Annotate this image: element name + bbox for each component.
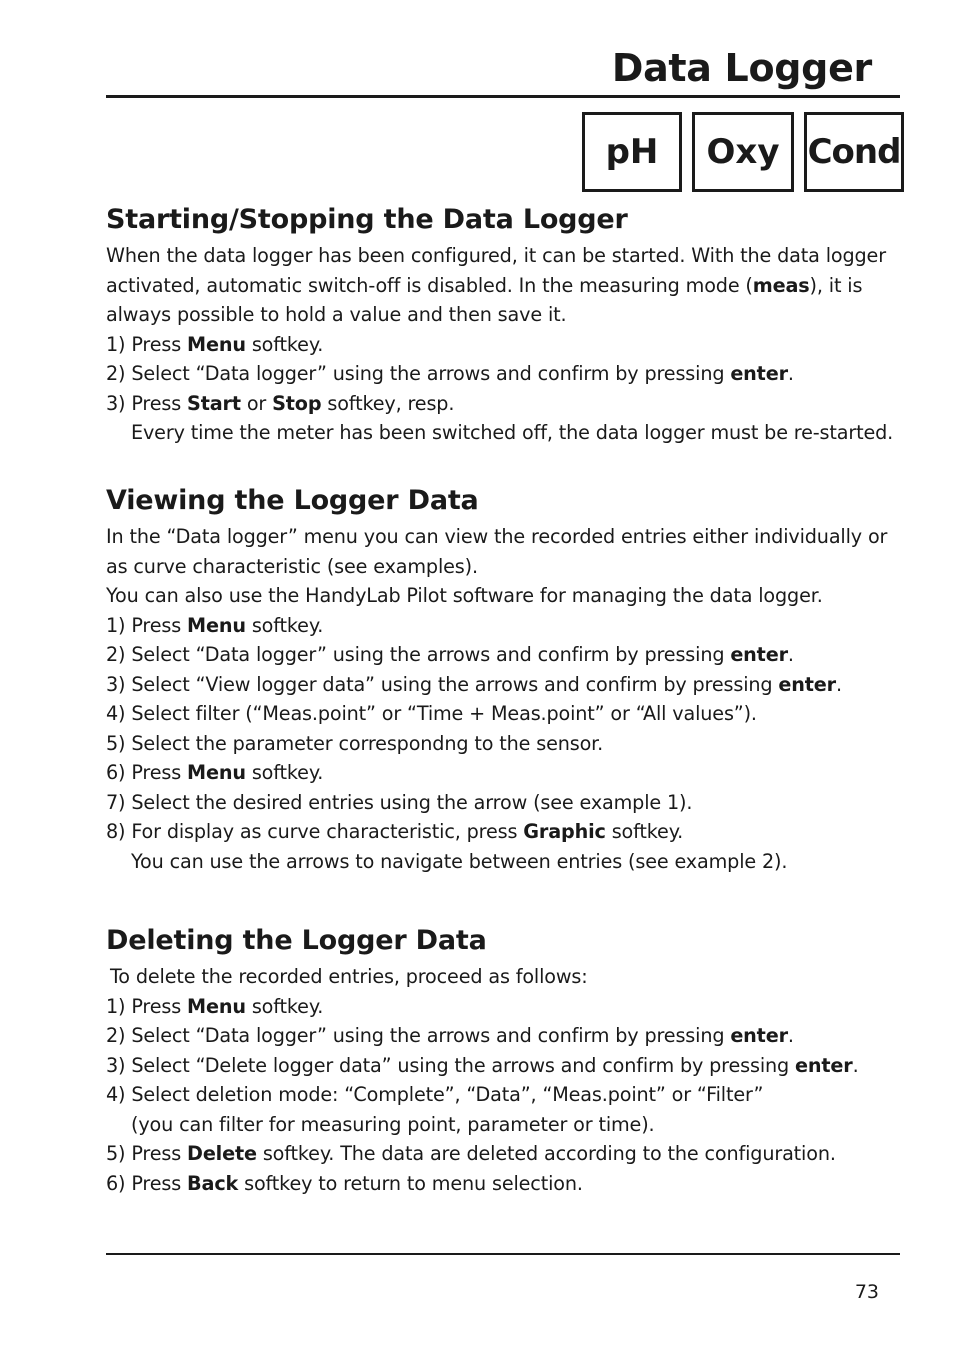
list-item: 3) Select “View logger data” using the arrows and confirm by pressing enter. — [106, 672, 842, 696]
list-item: 5) Select the parameter correspondng to the sensor. — [106, 731, 604, 755]
list-item: 3) Select “Delete logger data” using the arrows and confirm by pressing enter. — [106, 1053, 859, 1077]
section-starting-stopping — [106, 202, 906, 448]
list-item: 2) Select “Data logger” using the arrows and confirm by pressing enter. — [106, 643, 794, 666]
list-item: 8) For display as curve characteristic, press Graphic softkey. You can use the arrows to navigate between entries (see example 2). — [106, 817, 906, 876]
section-intro: In the “Data logger” menu you can view the recorded entries either individually or as curve characteristic (see examples). — [106, 525, 888, 578]
list-item: 4) Select deletion mode: “Complete”, “Data”, “Meas.point” or “Filter” (you can filter for measuring point, parameter or time). — [106, 1080, 906, 1139]
list-item: 2) Select “Data logger” using the arrows and confirm by pressing enter. — [106, 362, 794, 385]
step-list — [106, 611, 906, 877]
list-item: 6) Press Menu softkey. — [106, 761, 324, 784]
section-intro: To delete the recorded entries, proceed as follows: — [110, 965, 588, 988]
list-item: 1) Press Menu softkey. — [106, 332, 324, 356]
list-item: 4) Select filter (“Meas.point” or “Time + Meas.point” or “All values”). — [106, 702, 757, 725]
step-note: You can use the arrows to navigate between entries (see example 2). — [131, 849, 788, 873]
step-note: Every time the meter has been switched off, the data logger must be re-started. — [131, 421, 894, 444]
step-list — [106, 992, 906, 1199]
page-title: Data Logger — [611, 46, 872, 90]
list-item: 6) Press Back softkey to return to menu selection. — [106, 1171, 583, 1195]
parameter-badges — [582, 112, 904, 192]
list-item: 7) Select the desired entries using the arrow (see example 1). — [106, 790, 693, 814]
step-note: (you can filter for measuring point, parameter or time). — [131, 1112, 655, 1136]
section-heading: Deleting the Logger Data — [106, 925, 487, 956]
header-rule — [106, 95, 900, 98]
section-heading: Viewing the Logger Data — [106, 485, 479, 516]
list-item: 1) Press Menu softkey. — [106, 994, 324, 1018]
list-item: 3) Press Start or Stop softkey, resp. Every time the meter has been switched off, the data logger must be re-started. — [106, 389, 906, 448]
badge-oxy: Oxy — [692, 112, 794, 192]
list-item: 5) Press Delete softkey. The data are deleted according to the configuration. — [106, 1142, 836, 1165]
section-viewing — [106, 483, 906, 876]
badge-ph: pH — [582, 112, 682, 192]
list-item: 2) Select “Data logger” using the arrows and confirm by pressing enter. — [106, 1024, 794, 1047]
footer-rule — [106, 1253, 900, 1255]
section-intro: When the data logger has been configured, it can be started. With the data logger activated, automatic switch-off is disabled. In the measuring mode (meas), it is always possible to hold a value and then save it. — [106, 244, 886, 326]
section-deleting — [106, 923, 906, 1198]
page-number: 73 — [854, 1281, 879, 1303]
step-list — [106, 330, 906, 448]
section-intro-2: You can also use the HandyLab Pilot software for managing the data logger. — [106, 584, 823, 607]
list-item: 1) Press Menu softkey. — [106, 613, 324, 637]
badge-cond: Cond — [804, 112, 904, 192]
section-heading: Starting/Stopping the Data Logger — [106, 204, 628, 235]
